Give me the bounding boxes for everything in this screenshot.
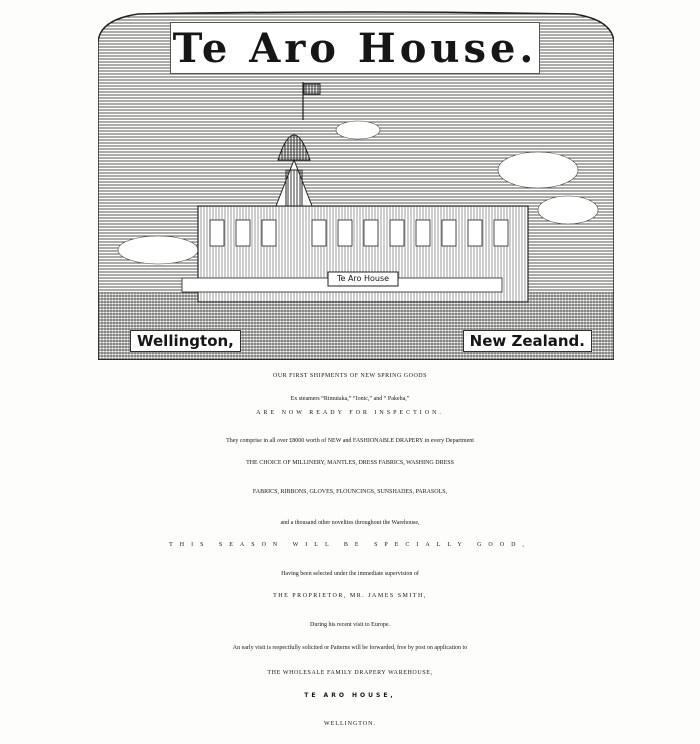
steamers-line: Ex steamers “Rimutaka,” “Ionic,” and “ Pakeha,” — [290, 396, 410, 402]
city-line: WELLINGTON. — [323, 721, 377, 727]
wholesale-line: THE WHOLESALE FAMILY DRAPERY WAREHOUSE, — [267, 670, 433, 676]
shop-sign: Te Aro House — [336, 274, 390, 283]
ready-line: ARE NOW READY FOR INSPECTION. — [256, 410, 444, 416]
proprietor-line: THE PROPRIETOR, MR. JAMES SMITH, — [273, 593, 427, 599]
selected-line: Having been selected under the immediate supervision of — [281, 571, 419, 577]
visit-line: During his recent visit to Europe. — [310, 622, 390, 628]
house-name: TE ARO HOUSE, — [304, 692, 396, 699]
early-visit-line: An early visit is respectfully solicited or Patterns will be forwarded, free by post on application to — [232, 645, 468, 651]
caption-new-zealand: New Zealand. — [463, 330, 592, 352]
engraving-title — [170, 22, 540, 74]
season-line: THIS SEASON WILL BE SPECIALLY GOOD, — [169, 542, 531, 548]
choice-line: THE CHOICE OF MILLINERY, MANTLES, DRESS FABRICS, WASHING DRESS — [246, 460, 454, 466]
fabrics-line: FABRICS, RIBBONS, GLOVES, FLOUNCINGS, SUNSHADES, PARASOLS, — [252, 489, 448, 495]
novelties-line: and a thousand other novelties throughout the Warehouse, — [280, 520, 420, 526]
headline: OUR FIRST SHIPMENTS OF NEW SPRING GOODS — [273, 373, 427, 379]
caption-wellington: Wellington, — [130, 330, 241, 352]
comprise-line: They comprise in all over £8000 worth of NEW and FASHIONABLE DRAPERY in every Department — [226, 438, 474, 444]
engraving-illustration — [98, 10, 614, 360]
engraving-title-text: Te Aro House. — [172, 24, 538, 72]
